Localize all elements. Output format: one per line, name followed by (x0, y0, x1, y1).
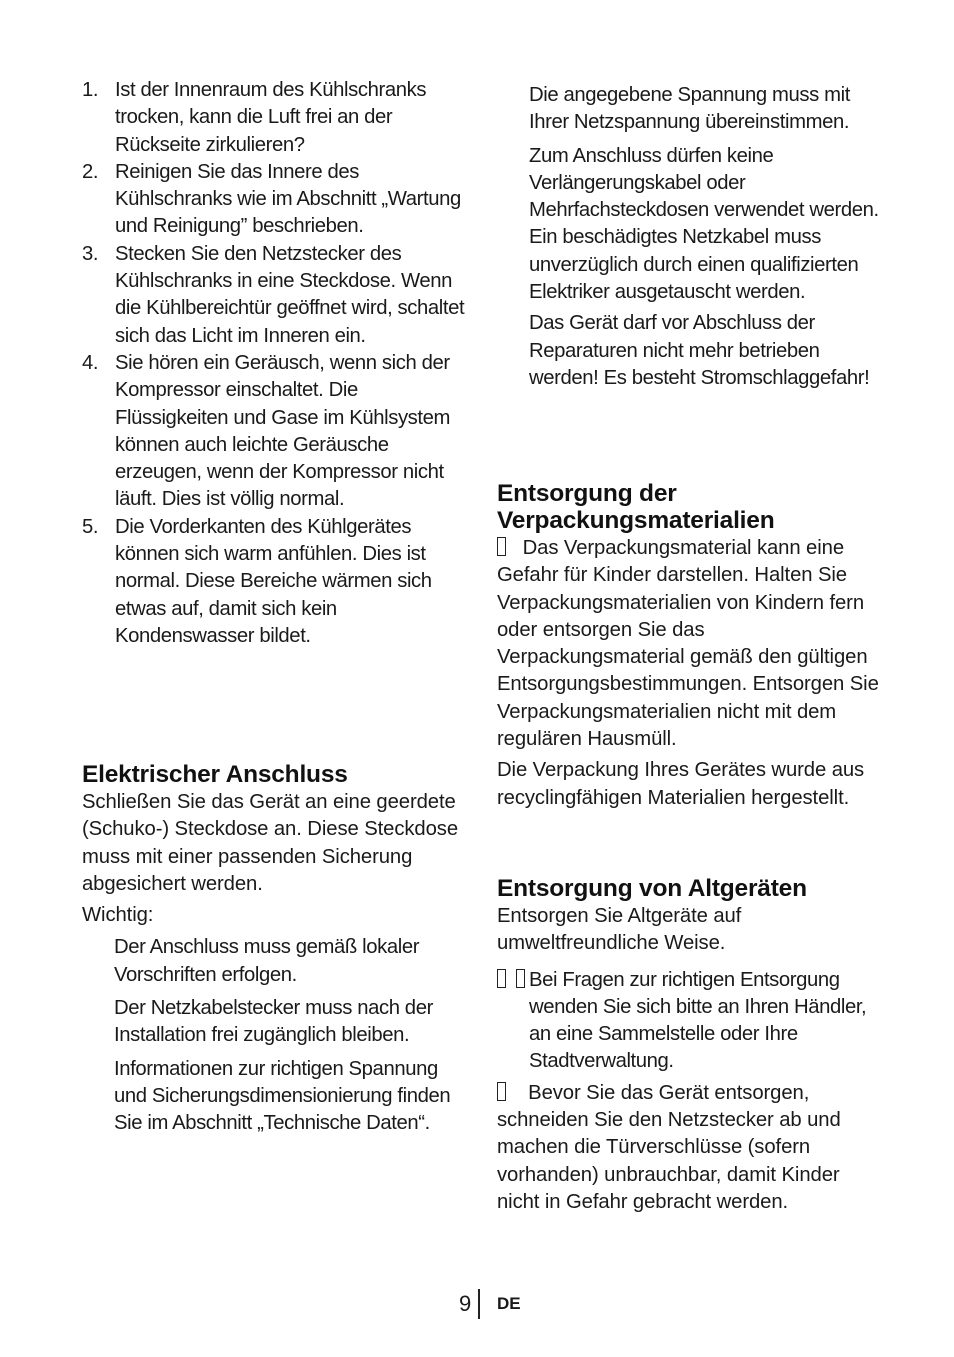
packaging-section (497, 480, 887, 812)
warning-icon (497, 1082, 506, 1101)
old-devices-heading: Entsorgung von Altgeräten (497, 875, 807, 902)
warning-icon (497, 537, 506, 556)
electrical-point: Zum Anschluss dürfen keine Verlängerungskabel oder Mehrfachsteckdosen verwendet werden. (529, 144, 879, 222)
electrical-intro: Schließen Sie das Gerät an eine geerdete (Schuko-) Steckdose an. Diese Steckdose muss mit einer passenden Sicherung abgesichert werden. (82, 791, 458, 895)
packaging-heading-line: Entsorgung der (497, 480, 677, 507)
packaging-heading (497, 480, 887, 534)
startup-steps-list (82, 77, 474, 650)
electrical-point: Der Netzkabelstecker muss nach der Installation frei zugänglich bleiben. (114, 997, 433, 1047)
old-devices-warning-text: Bevor Sie das Gerät entsorgen, schneiden Sie den Netzstecker ab und machen die Türverschlüsse (sofern vorhanden) unbrauchbar, damit Kinder nicht in Gefahr gebracht werden. (497, 1081, 841, 1213)
step-text: Die Vorderkanten des Kühlgerätes können sich warm anfühlen. Dies ist normal. Diese Bereiche wärmen sich etwas auf, damit sich kein Kondenswasser bildet. (115, 515, 432, 647)
info-icon (497, 969, 506, 988)
electrical-section (82, 761, 474, 1138)
packaging-warning (497, 535, 887, 753)
step-number: 4. (82, 351, 99, 374)
list-item (82, 514, 474, 650)
list-item (82, 77, 474, 159)
old-devices-info-text: Bei Fragen zur richtigen Entsorgung wenden Sie sich bitte an Ihren Händler, an eine Sammelstelle oder Ihre Stadtverwaltung. (529, 968, 867, 1073)
important-label: Wichtig: (82, 904, 154, 927)
electrical-point: Der Anschluss muss gemäß lokaler Vorschriften erfolgen. (114, 936, 420, 986)
step-number: 1. (82, 79, 99, 101)
footer-divider (478, 1289, 480, 1319)
packaging-heading-line: Verpackungsmaterialien (497, 507, 775, 534)
step-number: 5. (82, 515, 99, 538)
electrical-point: Informationen zur richtigen Spannung und Sicherungsdimensionierung finden Sie im Abschnitt „Technische Daten“. (114, 1057, 451, 1135)
language-code: DE (497, 1294, 521, 1313)
list-item (82, 350, 474, 514)
packaging-recycling: Die Verpackung Ihres Gerätes wurde aus recyclingfähigen Materialien hergestellt. (497, 759, 865, 809)
old-devices-section (497, 875, 887, 1216)
info-icon (516, 969, 525, 988)
page-number: 9 (458, 1291, 471, 1316)
old-devices-intro: Entsorgen Sie Altgeräte auf umweltfreundliche Weise. (497, 905, 742, 955)
packaging-warning-text: Das Verpackungsmaterial kann eine Gefahr für Kinder darstellen. Halten Sie Verpackungsmaterialien von Kindern fern oder entsorgen Sie das Verpackungsmaterial gemäß den gültigen Entsorgungsbestimmungen. Entsorgen Sie Verpackungsmaterialien nicht mit dem regulären Hausmüll. (497, 537, 879, 751)
step-text: Reinigen Sie das Innere des Kühlschranks wie im Abschnitt „Wartung und Reinigung” beschrieben. (115, 160, 461, 238)
info-icon-group (497, 967, 525, 994)
electrical-point: Ein beschädigtes Netzkabel muss unverzüglich durch einen qualifizierten Elektriker ausgetauscht werden. (529, 226, 859, 304)
old-devices-info (497, 967, 887, 1076)
electrical-heading: Elektrischer Anschluss (82, 761, 348, 788)
step-number: 3. (82, 242, 99, 265)
step-text: Sie hören ein Geräusch, wenn sich der Kompressor einschaltet. Die Flüssigkeiten und Gase im Kühlsystem können auch leichte Geräusche erzeugen, wenn der Kompressor nicht läuft. Dies ist völlig normal. (115, 351, 451, 511)
electrical-continued (497, 82, 887, 392)
step-number: 2. (82, 160, 99, 183)
list-item (82, 241, 474, 350)
electrical-point: Das Gerät darf vor Abschluss der Reparaturen nicht mehr betrieben werden! Es besteht Stromschlaggefahr! (529, 312, 870, 389)
list-item (82, 159, 474, 241)
page-footer (0, 1288, 954, 1320)
electrical-point: Die angegebene Spannung muss mit Ihrer Netzspannung übereinstimmen. (529, 84, 850, 134)
step-text: Ist der Innenraum des Kühlschranks trocken, kann die Luft frei an der Rückseite zirkulieren? (115, 79, 427, 156)
step-text: Stecken Sie den Netzstecker des Kühlschranks in eine Steckdose. Wenn die Kühlbereichtür geöffnet wird, schaltet sich das Licht im Inneren ein. (115, 242, 465, 347)
old-devices-warning (497, 1080, 887, 1216)
